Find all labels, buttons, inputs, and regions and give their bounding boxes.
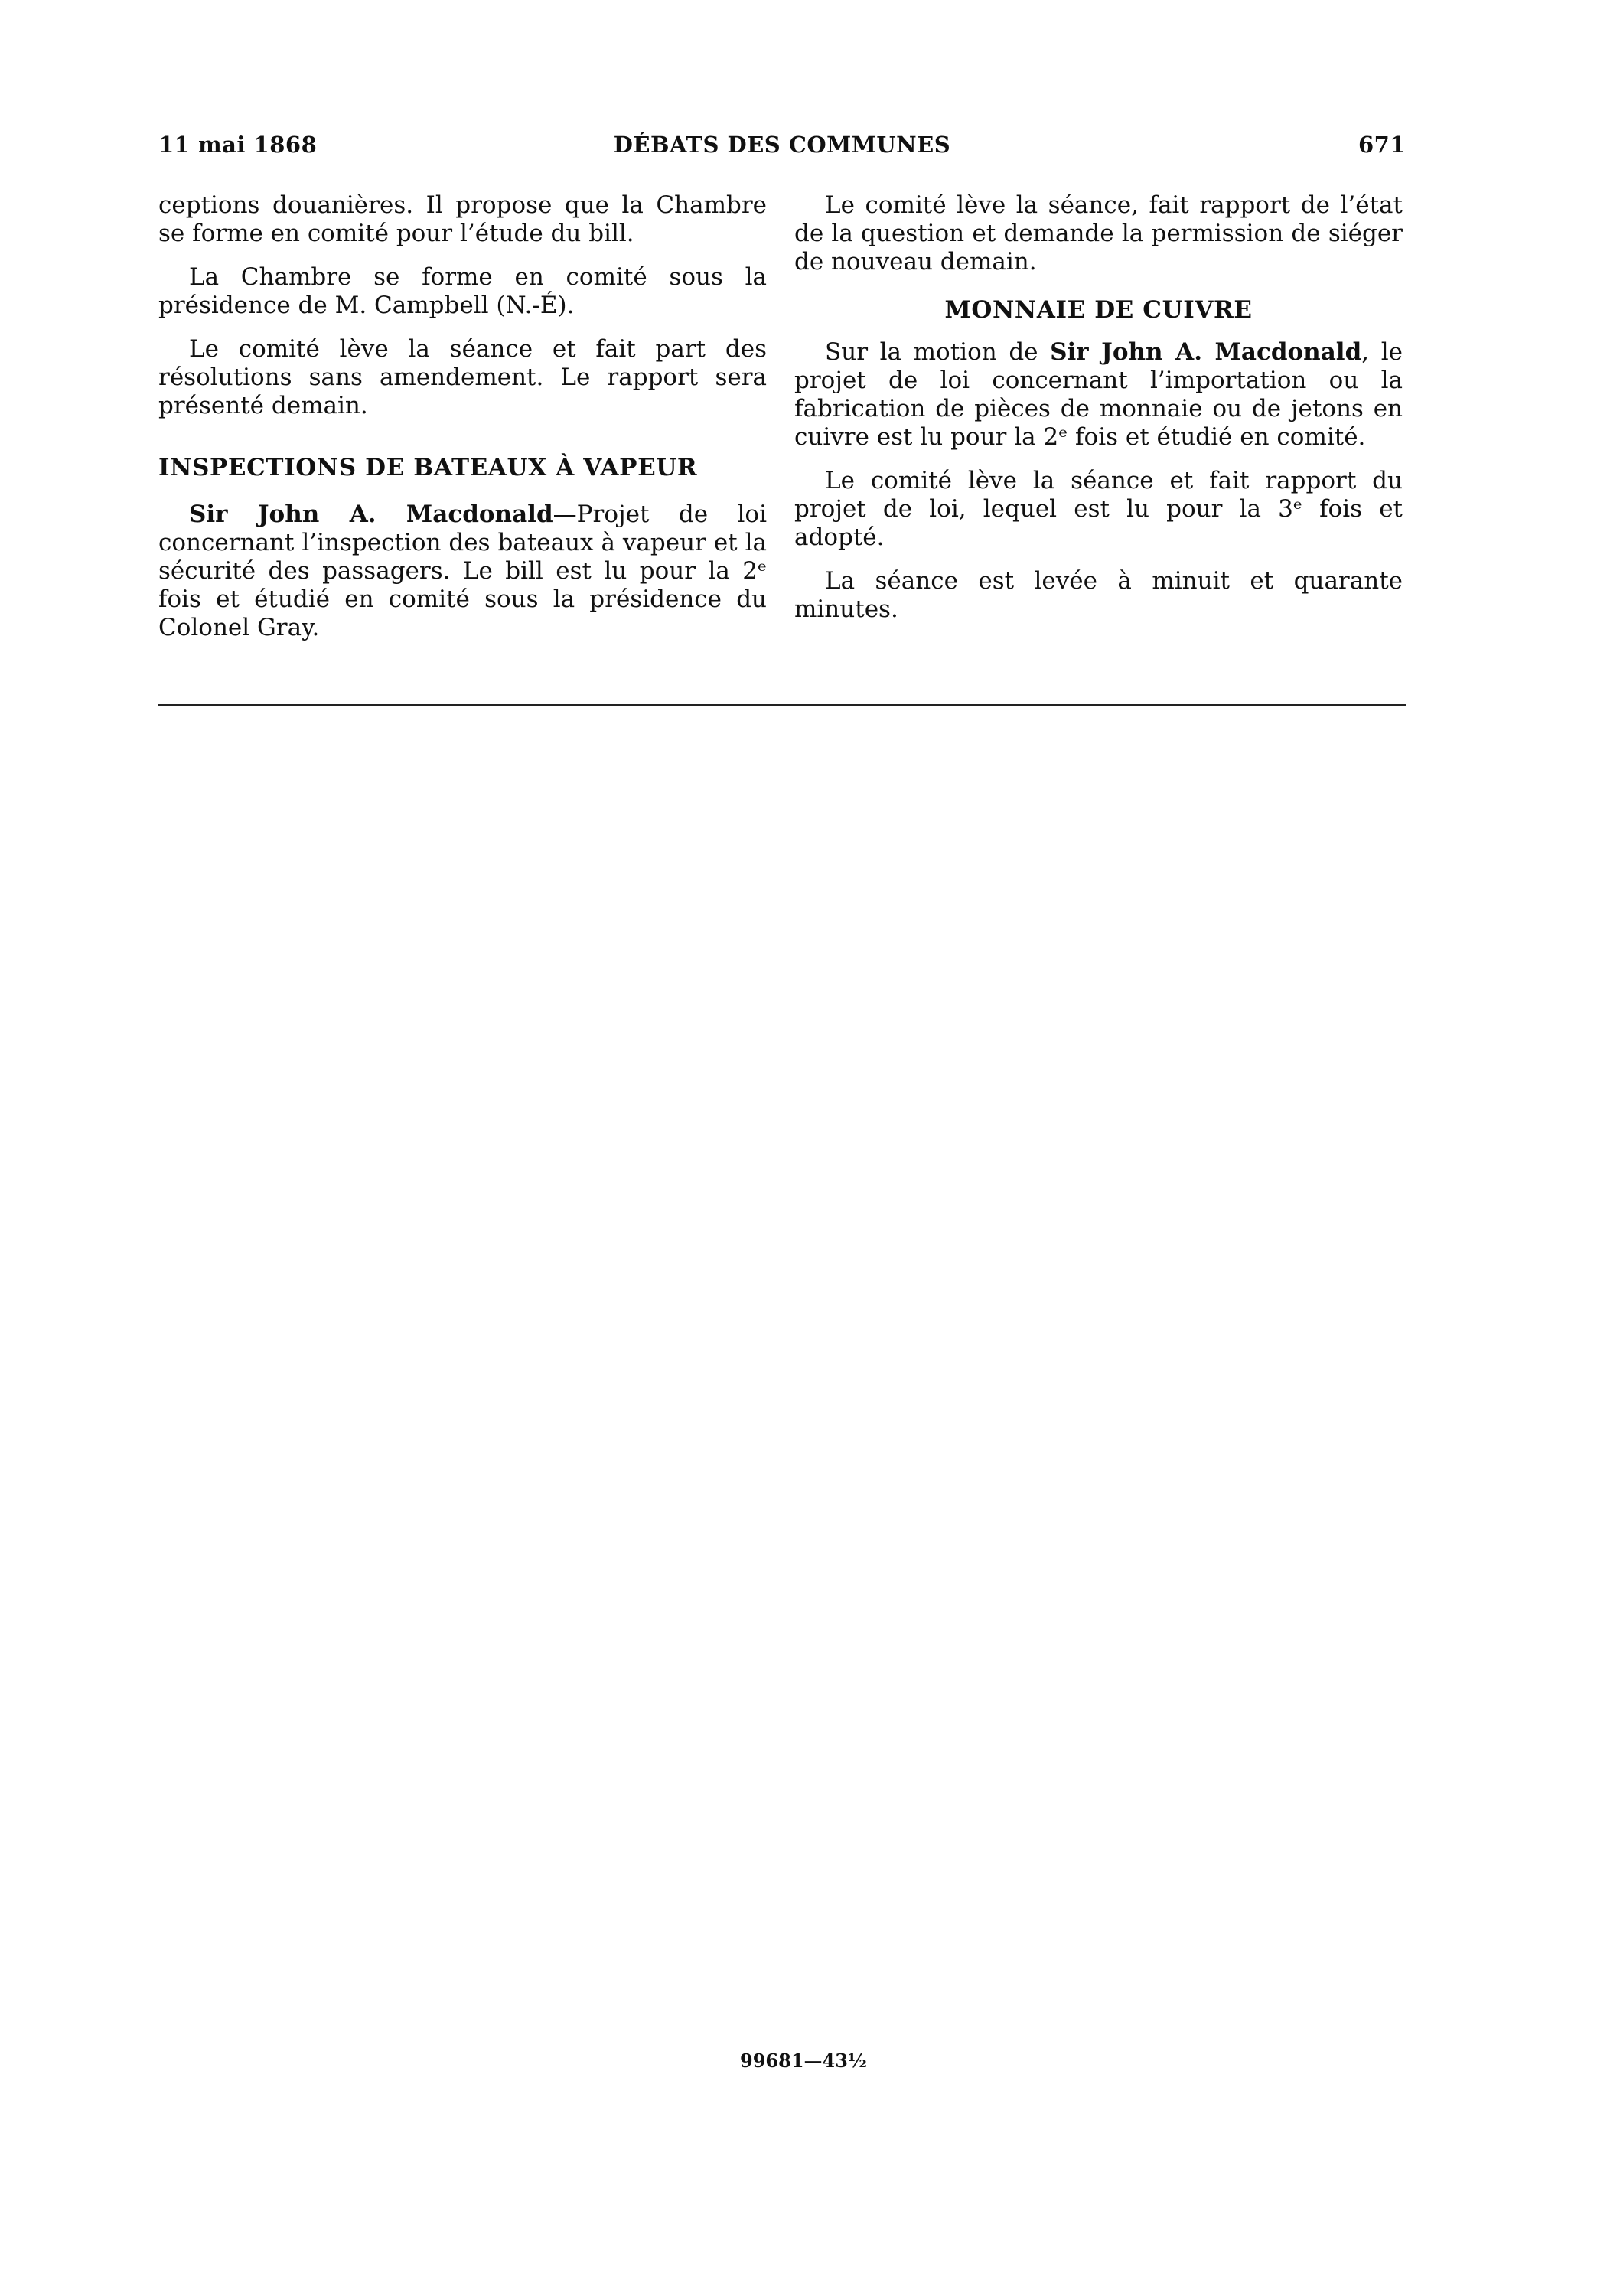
paragraph: Le comité lève la séance et fait part des résolutions sans amendement. Le rapport sera présenté demain. (158, 335, 767, 419)
printer-signature: 99681—43½ (740, 2050, 867, 2072)
page-number: 671 (1358, 132, 1406, 158)
paragraph: ceptions douanières. Il propose que la Chambre se forme en comité pour l’étude du bill. (158, 191, 767, 247)
paragraph: Le comité lève la séance, fait rapport de l’état de la question et demande la permission de siéger de nouveau demain. (794, 191, 1403, 276)
right-column (794, 191, 1403, 639)
paragraph (794, 338, 1403, 452)
header-title: DÉBATS DES COMMUNES (613, 132, 951, 158)
speaker-name: Sir John A. Macdonald (1050, 338, 1362, 366)
column-end-rule (158, 704, 1406, 706)
paragraph: La Chambre se forme en comité sous la présidence de M. Campbell (N.-É). (158, 263, 767, 319)
paragraph-text: —Projet de loi concernant l’inspection des bateaux à vapeur et la sécurité des passagers. Le bill est lu pour la 2ᵉ fois et étudié en comité sous la présidence du Colonel Gray. (158, 501, 767, 641)
running-header (158, 132, 1406, 165)
header-date: 11 mai 1868 (158, 132, 318, 158)
paragraph: Le comité lève la séance et fait rapport du projet de loi, lequel est lu pour la 3ᵉ fois et adopté. (794, 467, 1403, 551)
paragraph (158, 501, 767, 642)
left-column (158, 191, 767, 657)
section-heading: INSPECTIONS DE BATEAUX À VAPEUR (158, 454, 698, 481)
paragraph-text: , le projet de loi concernant l’importation ou la fabrication de pièces de monnaie ou de jetons en cuivre est lu pour la 2ᵉ fois et étudié en comité. (794, 338, 1403, 451)
paragraph-text: Sur la motion de (825, 338, 1051, 366)
speaker-name: Sir John A. Macdonald (189, 501, 553, 528)
section-heading: MONNAIE DE CUIVRE (944, 296, 1253, 324)
paragraph: La séance est levée à minuit et quarante minutes. (794, 567, 1403, 623)
